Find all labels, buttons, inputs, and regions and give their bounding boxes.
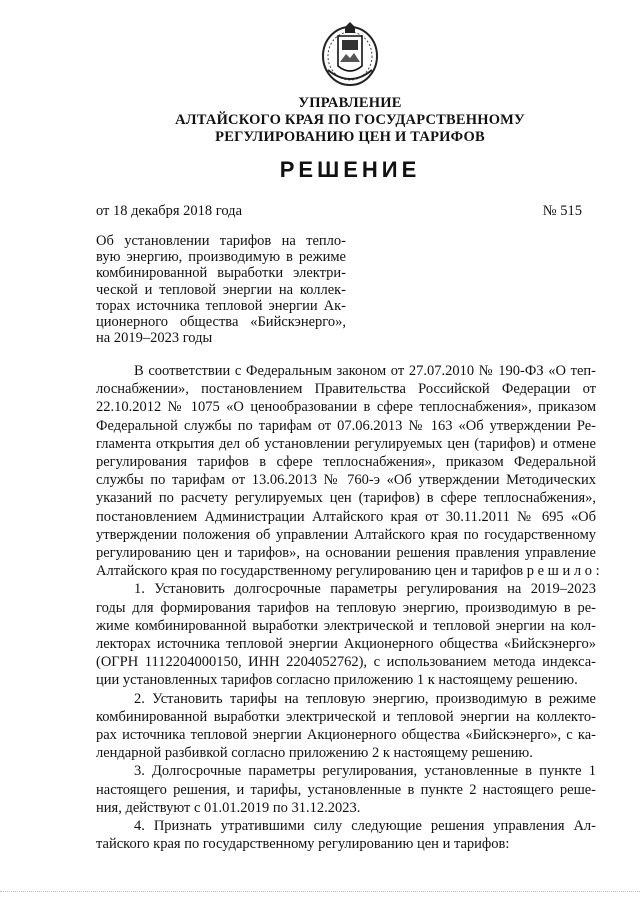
- document-body: [96, 362, 600, 853]
- page-bottom-edge: [0, 891, 640, 893]
- preamble-line: службы по тарифам от 13.06.2013 № 760-э «Об утверждении Методических: [96, 472, 596, 489]
- org-name-line-1: УПРАВЛЕНИЕ: [298, 95, 402, 111]
- preamble-line: гламента открытия дел об установлении регулируемых цен (тарифов) и отмене: [96, 435, 596, 452]
- preamble-line: В соответствии с Федеральным законом от 27.07.2010 № 190-ФЗ «О теп-: [134, 363, 596, 379]
- subject-line: вую энергию, производимую в режиме: [96, 249, 346, 266]
- item-1-line: ции установленных тарифов согласно приложению 1 к настоящему решению.: [96, 672, 578, 689]
- item-2-paragraph: [96, 690, 596, 763]
- item-1-line: жиме комбинированной выработки электрической и тепловой энергии на кол-: [96, 617, 596, 634]
- org-name-line-3: РЕГУЛИРОВАНИЮ ЦЕН И ТАРИФОВ: [215, 129, 485, 145]
- preamble-line: регулированию цен и тарифов», на основании решения правления управление: [96, 545, 596, 562]
- item-3-line: 3. Долгосрочные параметры регулирования, установленные в пункте 1: [134, 763, 596, 780]
- item-2-line: рах источника тепловой энергии Акционерного общества «Бийскэнерго», с ка-: [96, 727, 596, 744]
- item-4-line: 4. Признать утратившими силу следующие решения управления Ал-: [134, 818, 596, 835]
- item-2-line: комбинированной выработки электрической и тепловой энергии на коллекто-: [96, 708, 596, 725]
- item-1-line: (ОГРН 1112204000150, ИНН 2204052762), с использованием метода индекса-: [96, 654, 596, 671]
- item-4-paragraph: [96, 817, 596, 853]
- subject-line: ческой и тепловой энергии на коллек-: [96, 281, 346, 298]
- document-date: от 18 декабря 2018 года: [96, 203, 242, 219]
- coat-of-arms-icon: [318, 18, 382, 88]
- preamble-line: 22.10.2012 № 1075 «О ценообразовании в сфере теплоснабжения», приказом: [96, 399, 596, 416]
- org-name-line-2: АЛТАЙСКОГО КРАЯ ПО ГОСУДАРСТВЕННОМУ: [175, 112, 525, 128]
- document-subject: [96, 233, 346, 346]
- subject-line: Об установлении тарифов на тепло-: [96, 233, 346, 249]
- preamble-line: лоснабжении», постановлением Правительства Российской Федерации от: [96, 381, 596, 398]
- item-2-line: лендарной разбивкой согласно приложению 2 к настоящему решению.: [96, 745, 533, 762]
- document-number: № 515: [542, 203, 582, 219]
- subject-line: ционерного общества «Бийскэнерго»,: [96, 314, 346, 331]
- preamble-line: Алтайского края по государственному регулированию цен и тарифов р е ш и л о :: [96, 563, 600, 580]
- subject-line: на 2019–2023 годы: [96, 330, 213, 347]
- item-3-line: настоящего решения, и тарифы, установленные в пункте 2 настоящего реше-: [96, 781, 596, 798]
- preamble-line: указаний по расчету регулируемых цен (тарифов) в сфере теплоснабжения»,: [96, 490, 596, 507]
- item-3-paragraph: [96, 762, 596, 817]
- item-4-line: тайского края по государственному регулированию цен и тарифов:: [96, 836, 510, 853]
- subject-line: комбинированной выработки электри-: [96, 265, 346, 282]
- preamble-line: утверждении положения об управлении Алтайского края по государственному: [96, 526, 596, 543]
- item-1-line: годы для формирования тарифов на тепловую энергию, производимую в ре-: [96, 599, 596, 616]
- item-3-line: ния, действуют с 01.01.2019 по 31.12.2023.: [96, 799, 361, 816]
- preamble-line: регулирования тарифов в сфере теплоснабжения», приказом Федеральной: [96, 454, 596, 471]
- item-1-line: лекторах источника тепловой энергии Акционерного общества «Бийскэнерго»: [96, 636, 596, 653]
- subject-line: торах источника тепловой энергии Ак-: [96, 297, 346, 314]
- item-1-line: 1. Установить долгосрочные параметры регулирования на 2019–2023: [134, 581, 596, 598]
- item-2-line: 2. Установить тарифы на тепловую энергию, производимую в режиме: [134, 690, 596, 707]
- preamble-paragraph: [96, 362, 600, 580]
- preamble-line: постановлением Администрации Алтайского края от 30.11.2011 № 695 «Об: [96, 508, 596, 525]
- preamble-line: Федеральной службы по тарифам от 07.06.2013 № 163 «Об утверждении Ре-: [96, 417, 596, 434]
- item-1-paragraph: [96, 580, 596, 689]
- document-title: РЕШЕНИЕ: [279, 157, 421, 182]
